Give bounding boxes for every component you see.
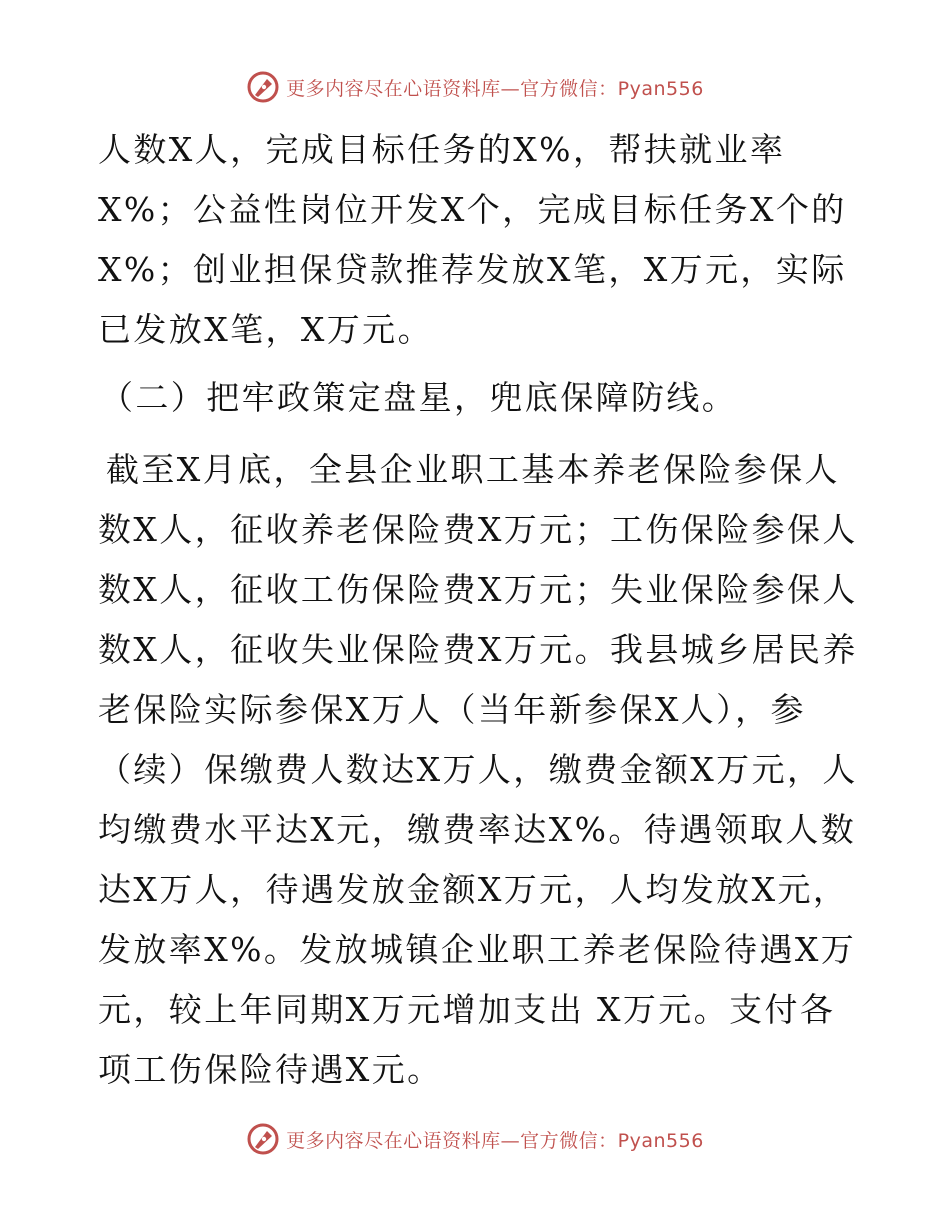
pen-nib-logo-icon <box>246 1122 280 1156</box>
paragraph-employment: 人数X人，完成目标任务的X%，帮扶就业率X%；公益性岗位开发X个，完成目标任务X个的X%；创业担保贷款推荐发放X笔，X万元，实际已发放X笔，X万元。 <box>98 130 847 349</box>
watermark-label: 更多内容尽在心语资料库—官方微信： <box>286 1129 618 1152</box>
footer-watermark <box>0 1122 950 1156</box>
paragraph-insurance: 截至X月底，全县企业职工基本养老保险参保人数X人，征收养老保险费X万元；工伤保险参保人数X人，征收工伤保险费X万元；失业保险参保人数X人，征收失业保险费X万元。我县城乡居民养老保险实际参保X万人（当年新参保X人），参（续）保缴费人数达X万人，缴费金额X万元，人均缴费水平达X元，缴费率达X%。待遇领取人数达X万人，待遇发放金额X万元，人均发放X元，发放率X%。发放城镇企业职工养老保险待遇X万元，较上年同期X万元增加支出 X万元。支付各项工伤保险待遇X元。 <box>98 450 858 1089</box>
watermark-handle: Pyan556 <box>617 1129 704 1152</box>
watermark-text <box>286 1126 704 1153</box>
header-watermark <box>0 70 950 104</box>
watermark-text <box>286 74 704 101</box>
section-heading: （二）把牢政策定盘星，兜底保障防线。 <box>100 378 738 417</box>
watermark-label: 更多内容尽在心语资料库—官方微信： <box>286 77 618 100</box>
pen-nib-logo-icon <box>246 70 280 104</box>
watermark-handle: Pyan556 <box>617 77 704 100</box>
document-body <box>98 120 858 1100</box>
